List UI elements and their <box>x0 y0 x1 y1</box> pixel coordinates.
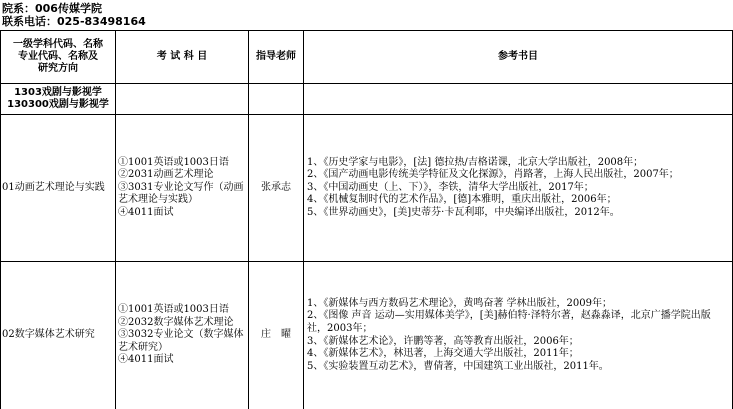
exam-subjects-list <box>118 304 246 367</box>
exam-subject-item: ④4011面试 <box>118 354 174 366</box>
advisor-cell <box>249 262 303 409</box>
exam-subjects-cell <box>118 262 246 409</box>
discipline-code-line1: 1303戏剧与影视学 <box>14 87 102 98</box>
header-advisor-column: 指导老师 <box>256 51 296 62</box>
reference-books-cell <box>307 262 729 409</box>
reference-book-item: 2、《国产动画电影传统美学特征及文化探源》，肖路著，上海人民出版社，2007年； <box>307 169 679 181</box>
reference-books-list <box>307 298 729 374</box>
reference-book-item: 4、《新媒体艺术》，林迅著，上海交通大学出版社，2011年； <box>307 348 579 360</box>
reference-book-item: 3、《中国动画史（上、下）》，李铁，清华大学出版社，2017年； <box>307 181 594 193</box>
exam-subject-item: ①1001英语或1003日语 <box>118 304 229 316</box>
exam-subject-item: ②2031动画艺术理论 <box>118 169 214 181</box>
discipline-cell <box>1 84 115 114</box>
reference-book-item: 5、《实验装置互动艺术》，曹倩著，中国建筑工业出版社，2011年。 <box>307 360 609 372</box>
exam-subject-item: ②2032数字媒体艺术理论 <box>118 316 234 328</box>
reference-books-cell <box>307 115 729 261</box>
reference-book-item: 1、《历史学家与电影》，[法] 德拉热/吉格诺课，北京大学出版社，2008年； <box>307 156 644 168</box>
reference-books-list <box>307 157 679 220</box>
exam-subject-item: ④4011面试 <box>118 206 174 218</box>
reference-book-item: 3、《新媒体艺术论》，许鹏等著，高等教育出版社，2006年； <box>307 335 579 347</box>
exam-subject-item: ①1001英语或1003日语 <box>118 156 229 168</box>
direction-cell <box>2 262 115 409</box>
exam-subject-item: ③3032专业论文（数字媒体艺术研究） <box>118 329 244 353</box>
contact-phone-label: 联系电话：025-83498164 <box>2 15 146 28</box>
department-label: 院系：006传媒学院 <box>2 2 102 15</box>
advisor-name: 张承志 <box>261 181 291 193</box>
advisor-cell <box>249 115 303 261</box>
direction-label: 02数字媒体艺术研究 <box>2 329 95 341</box>
reference-book-item: 4、《机械复制时代的艺术作品》，[德]本雅明，重庆出版社，2006年； <box>307 194 617 206</box>
exam-subjects-cell <box>118 115 246 261</box>
reference-book-item: 5、《世界动画史》，[美]史蒂芬·卡瓦利耶，中央编译出版社，2012年。 <box>307 206 620 218</box>
direction-cell <box>2 115 115 261</box>
exam-subjects-list <box>118 157 246 220</box>
advisor-name: 庄 曜 <box>261 329 291 341</box>
header-discipline-column: 一级学科代码、名称 专业代码、名称及 研究方向 <box>13 39 103 74</box>
discipline-code-line2: 130300戏剧与影视学 <box>7 99 109 110</box>
direction-label: 01动画艺术理论与实践 <box>2 181 105 193</box>
reference-book-item: 2、《图像 声音 运动—实用媒体美学》，[美]赫伯特·泽特尔著，赵淼淼译，北京广播学院出版社，2003年； <box>307 310 711 334</box>
exam-subject-item: ③3031专业论文写作（动画艺术理论与实践） <box>118 181 244 206</box>
reference-book-item: 1、《新媒体与西方数码艺术理论》，黄鸣奋著 学林出版社，2009年； <box>307 297 612 309</box>
header-exam-subjects-column: 考 试 科 目 <box>156 51 208 62</box>
header-reference-books-column: 参考书目 <box>498 51 538 62</box>
